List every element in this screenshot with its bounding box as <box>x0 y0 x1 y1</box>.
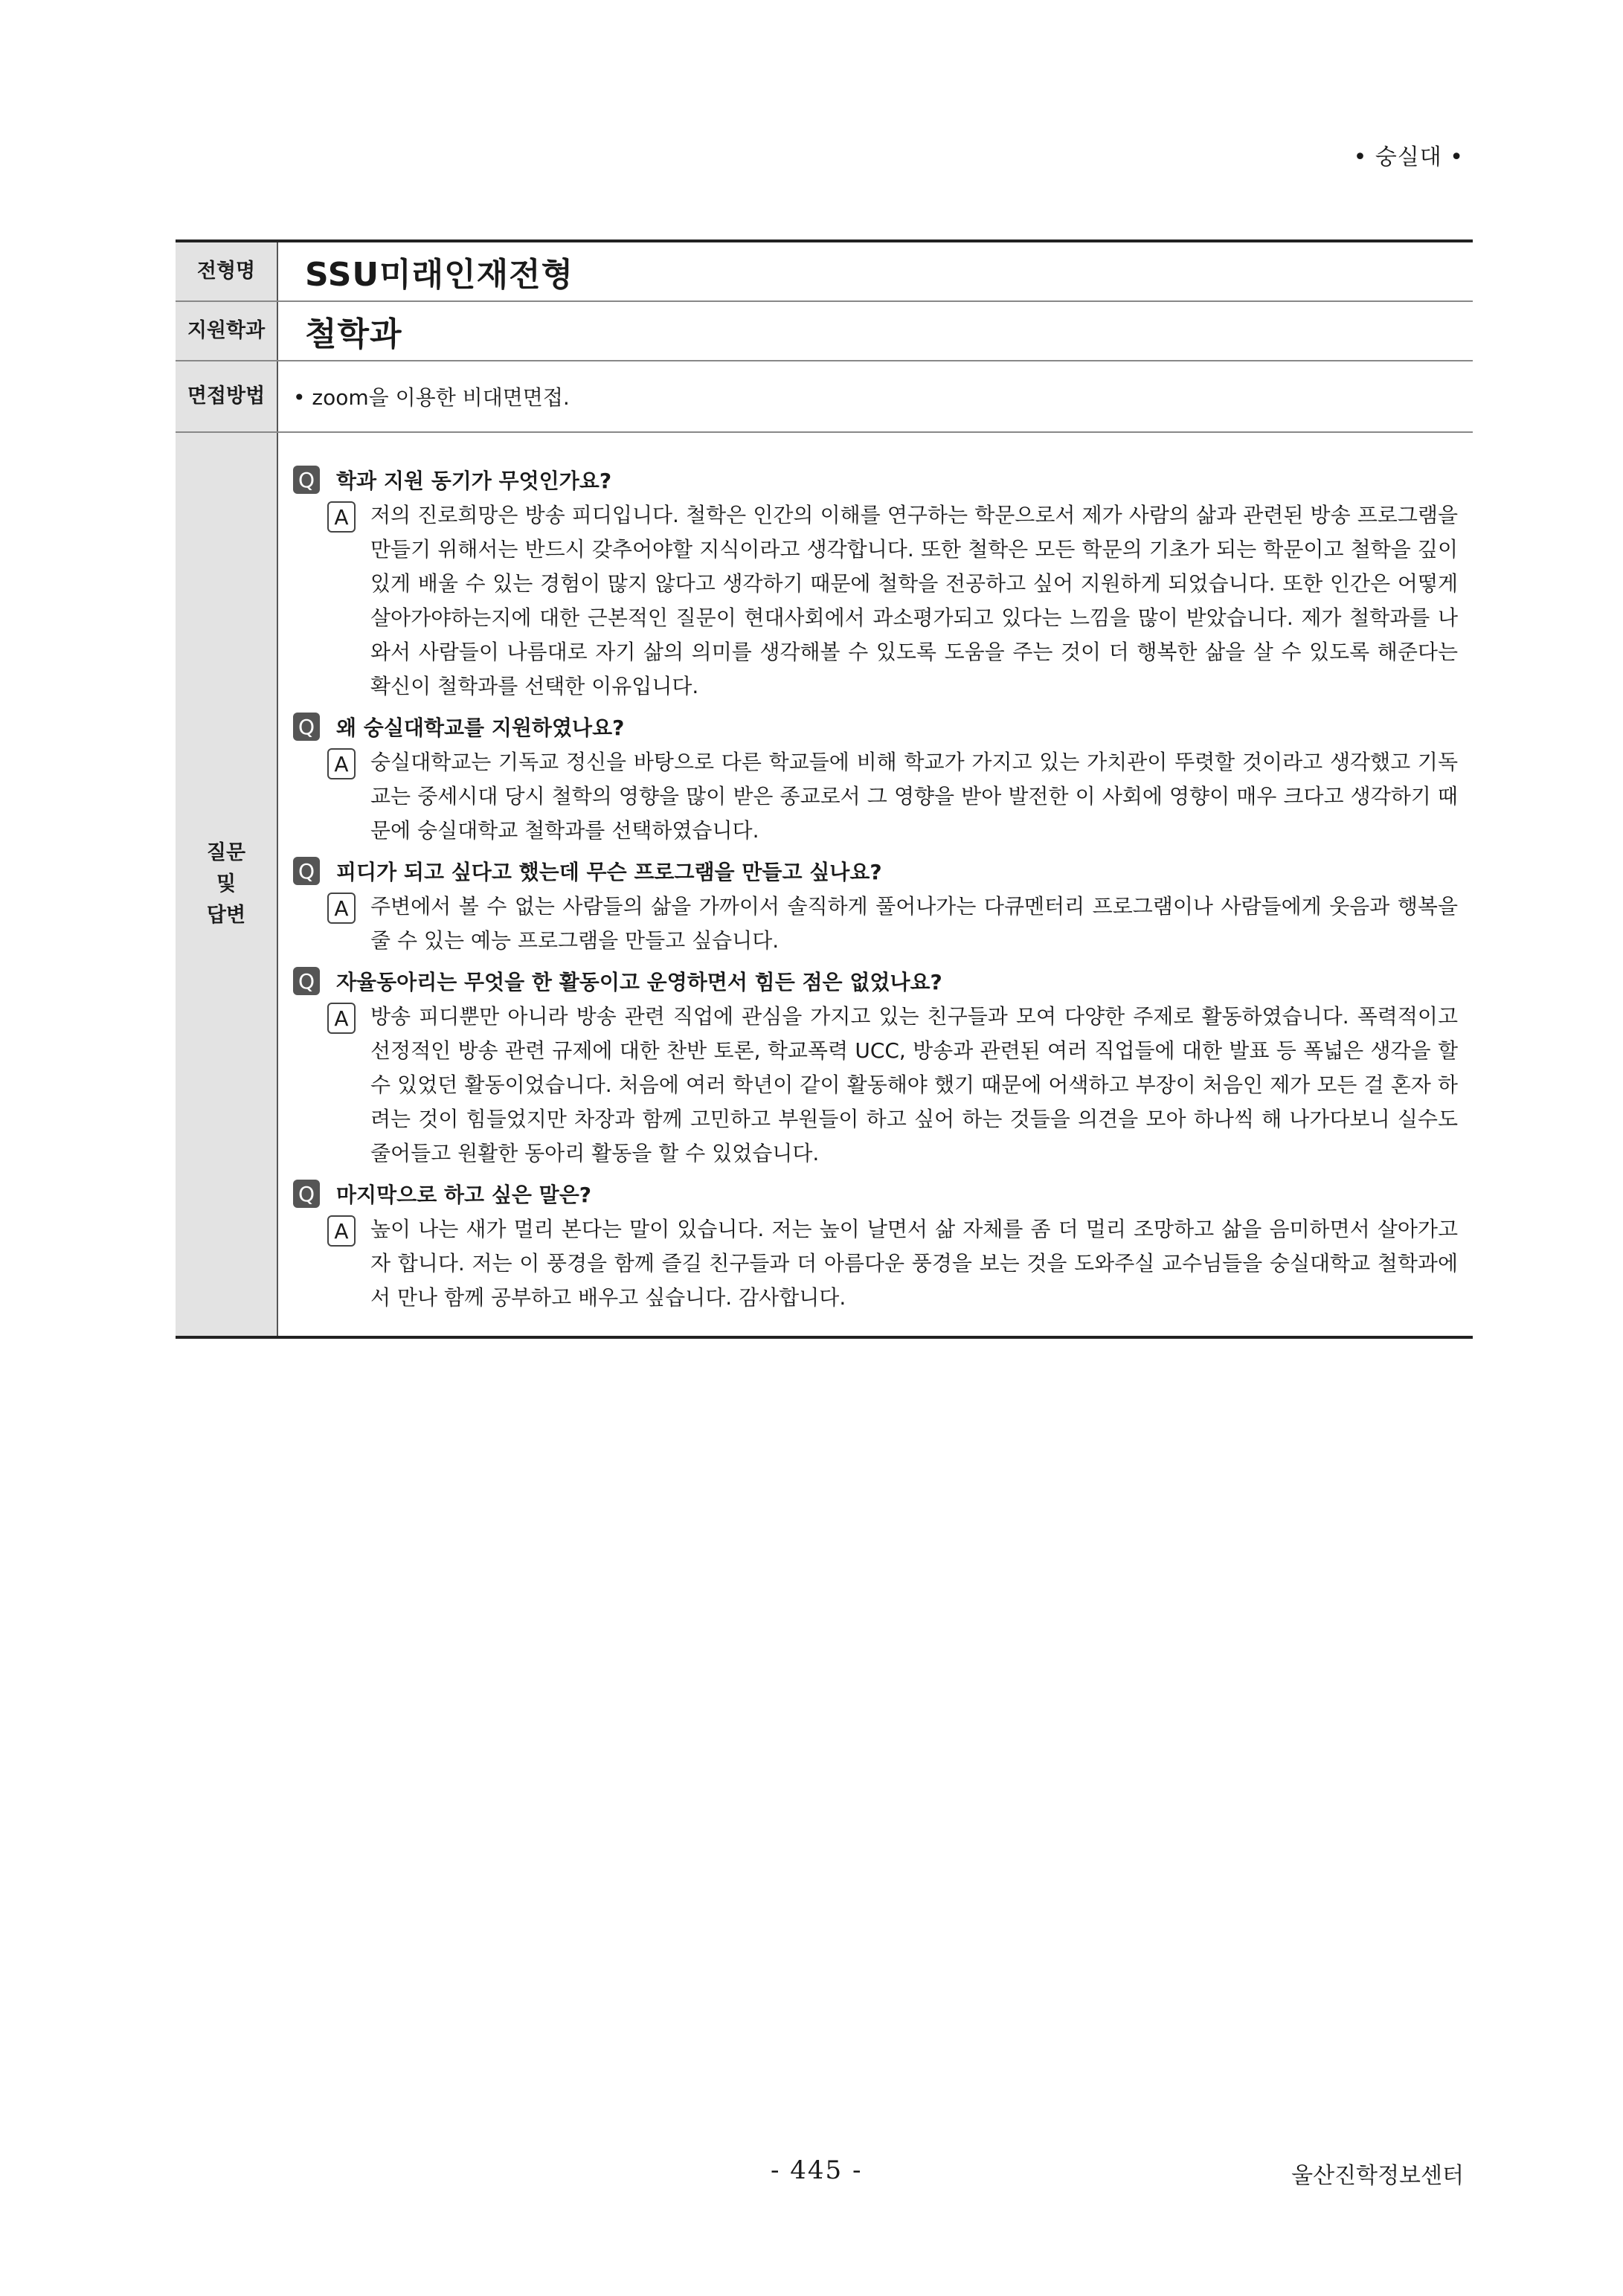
admission-type-label: 전형명 <box>176 242 278 300</box>
interview-method-value: • zoom을 이용한 비대면면접. <box>293 385 570 410</box>
qa-label-line: 답변 <box>206 903 246 927</box>
row-qa <box>176 433 1473 1336</box>
answer-badge-icon: A <box>327 748 356 779</box>
question-badge-icon: Q <box>293 967 320 995</box>
question-text: 왜 숭실대학교를 지원하였나요? <box>336 716 625 740</box>
answer-item <box>327 1215 1458 1315</box>
answer-item <box>327 1003 1458 1171</box>
answer-item <box>327 893 1458 958</box>
qa-label-line: 및 <box>216 872 237 896</box>
question-text: 자율동아리는 무엇을 한 활동이고 운영하면서 힘든 점은 없었나요? <box>336 970 942 994</box>
question-badge-icon: Q <box>293 1180 320 1208</box>
answer-badge-icon: A <box>327 1215 356 1247</box>
row-admission-type <box>176 242 1473 302</box>
answer-text: 숭실대학교는 기독교 정신을 바탕으로 다른 학교들에 비해 학교가 가지고 있는 가치관이 뚜렷할 것이라고 생각했고 기독교는 중세시대 당시 철학의 영향을 많이 받은 종교로서 그 영향을 받아 발전한 이 사회에 영향이 매우 크다고 생각하기 때문에 숭실대학교 철학과를 선택하였습니다. <box>370 750 1458 843</box>
question-text: 학과 지원 동기가 무엇인가요? <box>336 469 612 493</box>
answer-text: 저의 진로희망은 방송 피디입니다. 철학은 인간의 이해를 연구하는 학문으로서 제가 사람의 삶과 관련된 방송 프로그램을 만들기 위해서는 반드시 갖추어야할 지식이라고 생각합니다. 또한 철학은 모든 학문의 기초가 되는 학문이고 철학을 깊이 있게 배울 수 있는 경험이 많지 않다고 생각하기 때문에 철학을 전공하고 싶어 지원하게 되었습니다. 또한 인간은 어떻게 살아가야하는지에 대한 근본적인 질문이 현대사회에서 과소평가되고 있다는 느낌을 많이 받았습니다. 제가 철학과를 나와서 사람들이 나름대로 자기 삶의 의미를 생각해볼 수 있도록 도움을 주는 것이 더 행복한 삶을 살 수 있도록 해준다는 확신이 철학과를 선택한 이유입니다. <box>370 503 1458 698</box>
question-item <box>293 463 1458 497</box>
qa-label <box>176 433 278 1336</box>
question-badge-icon: Q <box>293 857 320 885</box>
answer-badge-icon: A <box>327 893 356 924</box>
question-item <box>293 854 1458 888</box>
department-label: 지원학과 <box>176 302 278 360</box>
question-item <box>293 710 1458 744</box>
question-text: 피디가 되고 싶다고 했는데 무슨 프로그램을 만들고 싶나요? <box>336 860 882 884</box>
question-badge-icon: Q <box>293 466 320 494</box>
qa-list <box>278 433 1473 1336</box>
question-item <box>293 1177 1458 1211</box>
answer-text: 주변에서 볼 수 없는 사람들의 삶을 가까이서 솔직하게 풀어나가는 다큐멘터리 프로그램이나 사람들에게 웃음과 행복을 줄 수 있는 예능 프로그램을 만들고 싶습니다. <box>370 894 1458 953</box>
answer-item <box>327 501 1458 704</box>
answer-text: 방송 피디뿐만 아니라 방송 관련 직업에 관심을 가지고 있는 친구들과 모여 다양한 주제로 활동하였습니다. 폭력적이고 선정적인 방송 관련 규제에 대한 찬반 토론, 학교폭력 UCC, 방송과 관련된 여러 직업들에 대한 발표 등 폭넓은 생각을 할 수 있었던 활동이었습니다. 처음에 여러 학년이 같이 활동해야 했기 때문에 어색하고 부장이 처음인 제가 모든 걸 혼자 하려는 것이 힘들었지만 차장과 함께 고민하고 부원들이 하고 싶어 하는 것들을 의견을 모아 하나씩 해 나가다보니 실수도 줄어들고 원활한 동아리 활동을 할 수 있었습니다. <box>370 1004 1458 1165</box>
interview-method-label: 면접방법 <box>176 361 278 431</box>
row-interview-method <box>176 361 1473 433</box>
department-value: 철학과 <box>305 315 402 353</box>
question-text: 마지막으로 하고 싶은 말은? <box>336 1183 592 1207</box>
interview-form <box>176 239 1473 1339</box>
answer-text: 높이 나는 새가 멀리 본다는 말이 있습니다. 저는 높이 날면서 삶 자체를 좀 더 멀리 조망하고 삶을 음미하면서 살아가고자 합니다. 저는 이 풍경을 함께 즐길 친구들과 더 아름다운 풍경을 보는 것을 도와주실 교수님들을 숭실대학교 철학과에서 만나 함께 공부하고 배우고 싶습니다. 감사합니다. <box>370 1217 1458 1310</box>
answer-badge-icon: A <box>327 501 356 533</box>
answer-badge-icon: A <box>327 1003 356 1034</box>
qa-label-line: 질문 <box>206 841 246 865</box>
school-tag: • 숭실대 • <box>1353 144 1464 170</box>
organization-name: 울산진학정보센터 <box>1291 2163 1464 2189</box>
answer-item <box>327 748 1458 848</box>
admission-type-value: SSU미래인재전형 <box>305 256 574 294</box>
question-badge-icon: Q <box>293 713 320 741</box>
page-number: - 445 - <box>771 2155 863 2185</box>
row-department <box>176 302 1473 361</box>
question-item <box>293 964 1458 998</box>
